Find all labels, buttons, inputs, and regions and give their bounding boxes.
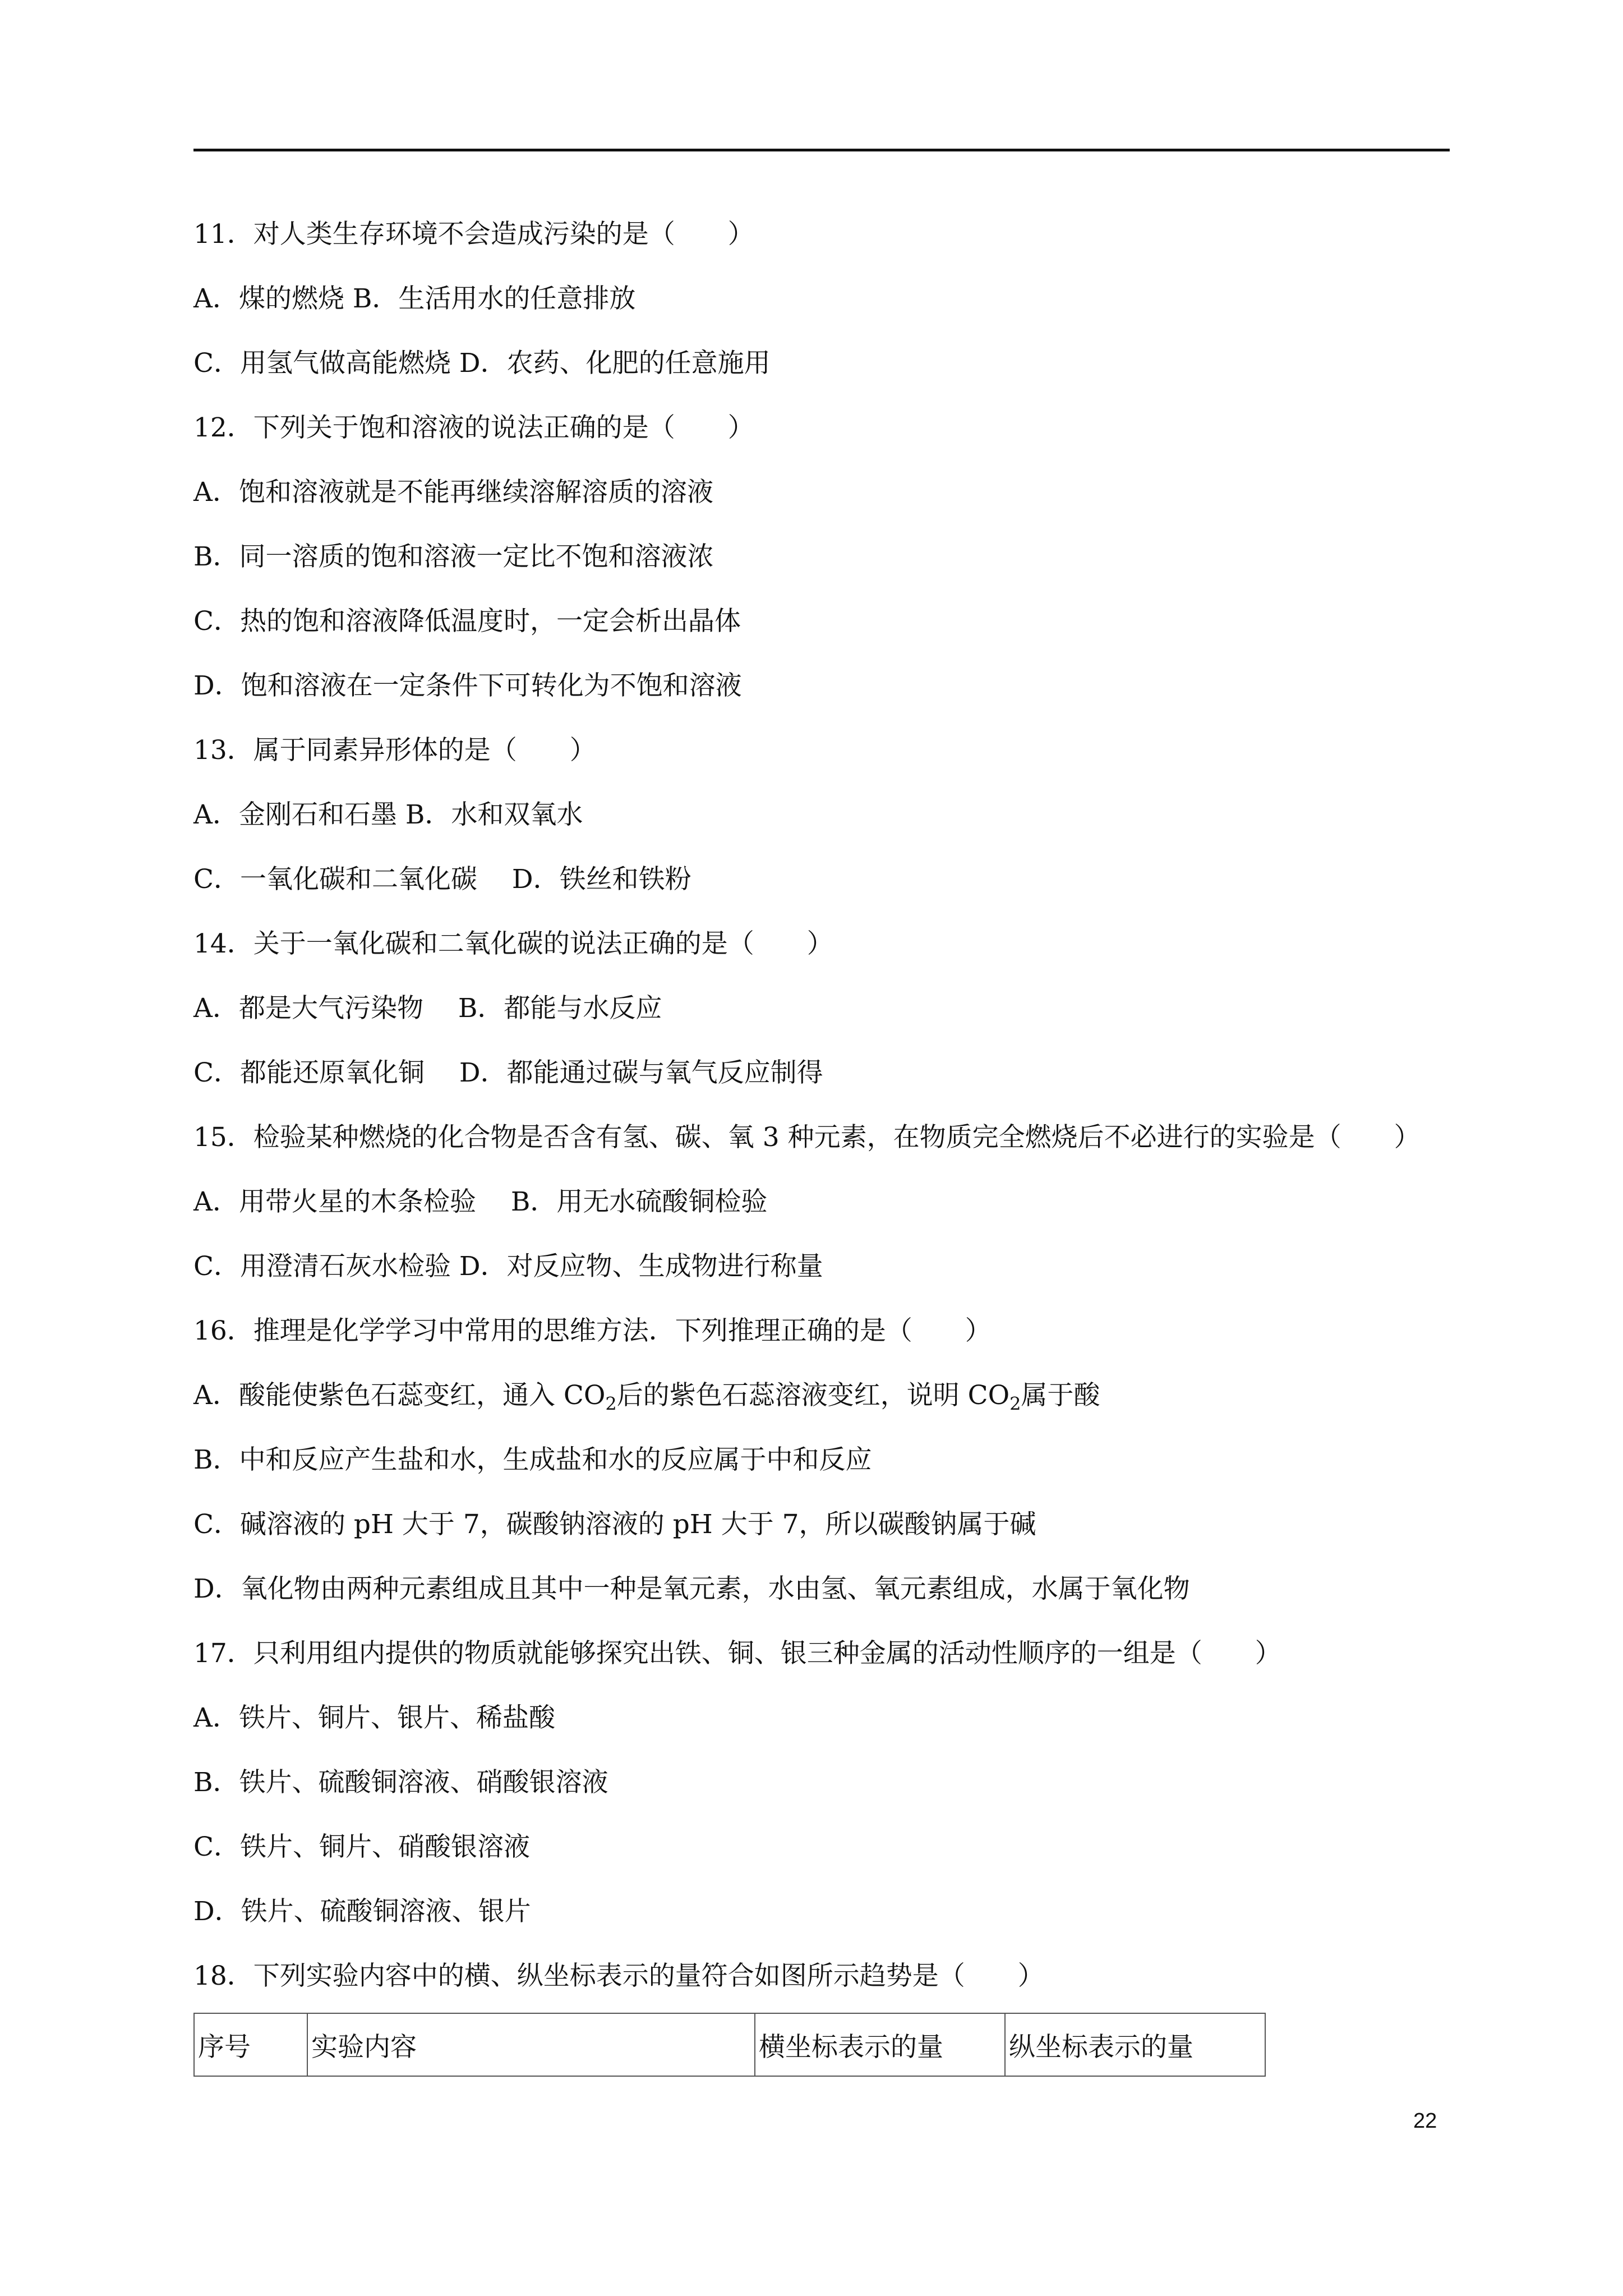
question-17-option-a: A．铁片、铜片、银片、稀盐酸 bbox=[193, 1703, 555, 1733]
table-header-cell: 实验内容 bbox=[307, 2013, 755, 2076]
experiment-table bbox=[193, 2013, 1266, 2077]
question-17-option-d: D．铁片、硫酸铜溶液、银片 bbox=[193, 1896, 531, 1927]
question-16-option-d: D．氧化物由两种元素组成且其中一种是氧元素，水由氢、氧元素组成，水属于氧化物 bbox=[193, 1573, 1190, 1604]
option-text: 后的紫色石蕊溶液变红，说明 CO bbox=[616, 1380, 1010, 1411]
question-14-option-line: A．都是大气污染物 B．都能与水反应 bbox=[193, 993, 662, 1024]
question-14-stem: 14．关于一氧化碳和二氧化碳的说法正确的是（ ） bbox=[193, 928, 833, 959]
question-16-option-c: C．碱溶液的 pH 大于 7，碳酸钠溶液的 pH 大于 7，所以碳酸钠属于碱 bbox=[193, 1509, 1036, 1540]
question-12-option-d: D．饱和溶液在一定条件下可转化为不饱和溶液 bbox=[193, 670, 742, 701]
question-12-option-c: C．热的饱和溶液降低温度时，一定会析出晶体 bbox=[193, 606, 741, 637]
subscript: 2 bbox=[1009, 1393, 1021, 1415]
question-13-option-line: A．金刚石和石墨 B．水和双氧水 bbox=[193, 799, 583, 830]
question-12-option-b: B．同一溶质的饱和溶液一定比不饱和溶液浓 bbox=[193, 541, 714, 572]
question-18-stem: 18．下列实验内容中的横、纵坐标表示的量符合如图所示趋势是（ ） bbox=[193, 1961, 1044, 1991]
page-content bbox=[193, 202, 1450, 2077]
table-header-row bbox=[194, 2013, 1265, 2076]
question-17-stem: 17．只利用组内提供的物质就能够探究出铁、铜、银三种金属的活动性顺序的一组是（ ） bbox=[193, 1638, 1281, 1669]
question-16-option-b: B．中和反应产生盐和水，生成盐和水的反应属于中和反应 bbox=[193, 1444, 872, 1475]
header-rule bbox=[193, 149, 1450, 151]
question-16-stem: 16．推理是化学学习中常用的思维方法．下列推理正确的是（ ） bbox=[193, 1315, 992, 1346]
question-11-option-line: A．煤的燃烧 B．生活用水的任意排放 bbox=[193, 283, 636, 314]
question-16-option-a bbox=[193, 1363, 1450, 1428]
page-number: 22 bbox=[1413, 2109, 1437, 2133]
question-14-option-line: C．都能还原氧化铜 D．都能通过碳与氧气反应制得 bbox=[193, 1057, 823, 1088]
question-17-option-c: C．铁片、铜片、硝酸银溶液 bbox=[193, 1832, 530, 1862]
question-13-option-line: C．一氧化碳和二氧化碳 D．铁丝和铁粉 bbox=[193, 864, 691, 895]
table-header-cell: 纵坐标表示的量 bbox=[1005, 2013, 1265, 2076]
option-text: 属于酸 bbox=[1021, 1380, 1100, 1411]
option-text: A．酸能使紫色石蕊变红，通入 CO bbox=[193, 1380, 606, 1411]
question-13-stem: 13．属于同素异形体的是（ ） bbox=[193, 735, 596, 766]
question-11-stem: 11．对人类生存环境不会造成污染的是（ ） bbox=[193, 219, 754, 250]
subscript: 2 bbox=[605, 1393, 617, 1415]
question-11-option-line: C．用氢气做高能燃烧 D．农药、化肥的任意施用 bbox=[193, 348, 771, 379]
question-15-stem: 15．检验某种燃烧的化合物是否含有氢、碳、氧 3 种元素，在物质完全燃烧后不必进行的实验是（ ） bbox=[193, 1122, 1421, 1153]
question-17-option-b: B．铁片、硫酸铜溶液、硝酸银溶液 bbox=[193, 1767, 608, 1798]
table-header-cell: 横坐标表示的量 bbox=[755, 2013, 1005, 2076]
question-15-option-line: A．用带火星的木条检验 B．用无水硫酸铜检验 bbox=[193, 1186, 768, 1217]
question-12-option-a: A．饱和溶液就是不能再继续溶解溶质的溶液 bbox=[193, 477, 713, 508]
question-12-stem: 12．下列关于饱和溶液的说法正确的是（ ） bbox=[193, 412, 754, 443]
question-15-option-line: C．用澄清石灰水检验 D．对反应物、生成物进行称量 bbox=[193, 1251, 823, 1282]
table-header-cell: 序号 bbox=[194, 2013, 307, 2076]
